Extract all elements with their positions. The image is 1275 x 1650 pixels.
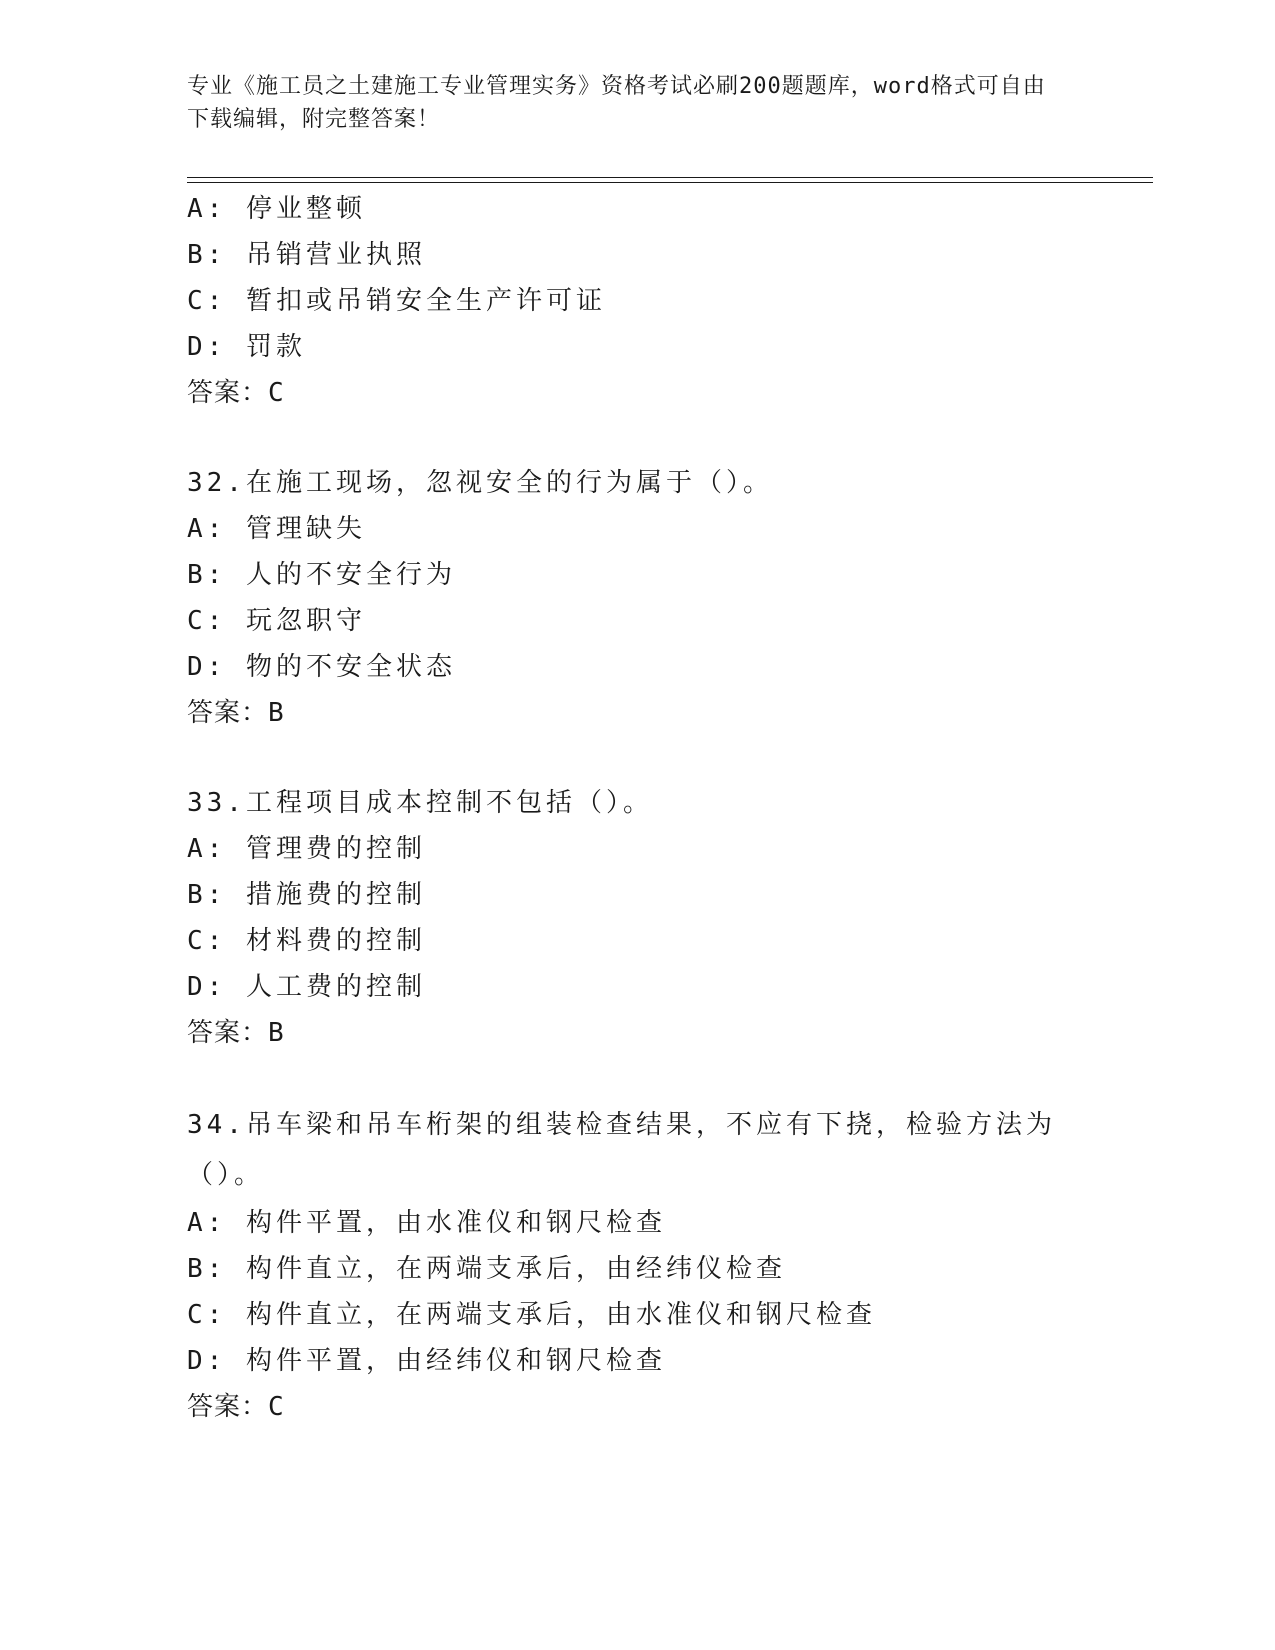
question-block-31 — [187, 186, 1067, 416]
option-c: C: 材料费的控制 — [187, 926, 426, 956]
option-a: A: 停业整顿 — [187, 194, 366, 224]
option-d: D: 构件平置，由经纬仪和钢尺检查 — [187, 1346, 666, 1376]
answer-text: 答案：C — [187, 378, 285, 408]
spacer — [187, 416, 1067, 460]
option-a: A: 构件平置，由水准仪和钢尺检查 — [187, 1208, 666, 1238]
question-stem: 32.在施工现场，忽视安全的行为属于（）。 — [187, 468, 773, 498]
option-d: D: 物的不安全状态 — [187, 652, 456, 682]
option-b: B: 吊销营业执照 — [187, 240, 426, 270]
option-b: B: 人的不安全行为 — [187, 560, 456, 590]
answer-text: 答案：B — [187, 1018, 285, 1048]
header-double-rule — [187, 177, 1153, 183]
question-block-32 — [187, 460, 1067, 736]
option-c: C: 暂扣或吊销安全生产许可证 — [187, 286, 606, 316]
option-c: C: 玩忽职守 — [187, 606, 366, 636]
spacer — [187, 1056, 1067, 1100]
option-b: B: 措施费的控制 — [187, 880, 426, 910]
document-body — [187, 186, 1067, 1430]
document-header — [187, 70, 1067, 136]
answer-text: 答案：C — [187, 1392, 285, 1422]
question-stem: 33.工程项目成本控制不包括（）。 — [187, 788, 653, 818]
option-d: D: 罚款 — [187, 332, 306, 362]
option-a: A: 管理缺失 — [187, 514, 366, 544]
option-c: C: 构件直立，在两端支承后，由水准仪和钢尺检查 — [187, 1300, 876, 1330]
answer-text: 答案：B — [187, 698, 285, 728]
question-block-33 — [187, 780, 1067, 1056]
spacer — [187, 736, 1067, 780]
question-block-34 — [187, 1100, 1067, 1430]
option-d: D: 人工费的控制 — [187, 972, 426, 1002]
option-b: B: 构件直立，在两端支承后，由经纬仪检查 — [187, 1254, 786, 1284]
question-stem: 34.吊车梁和吊车桁架的组装检查结果，不应有下挠，检验方法为（）。 — [187, 1110, 1056, 1190]
header-title: 专业《施工员之土建施工专业管理实务》资格考试必刷200题题库，word格式可自由下载编辑，附完整答案！ — [187, 74, 1046, 132]
option-a: A: 管理费的控制 — [187, 834, 426, 864]
